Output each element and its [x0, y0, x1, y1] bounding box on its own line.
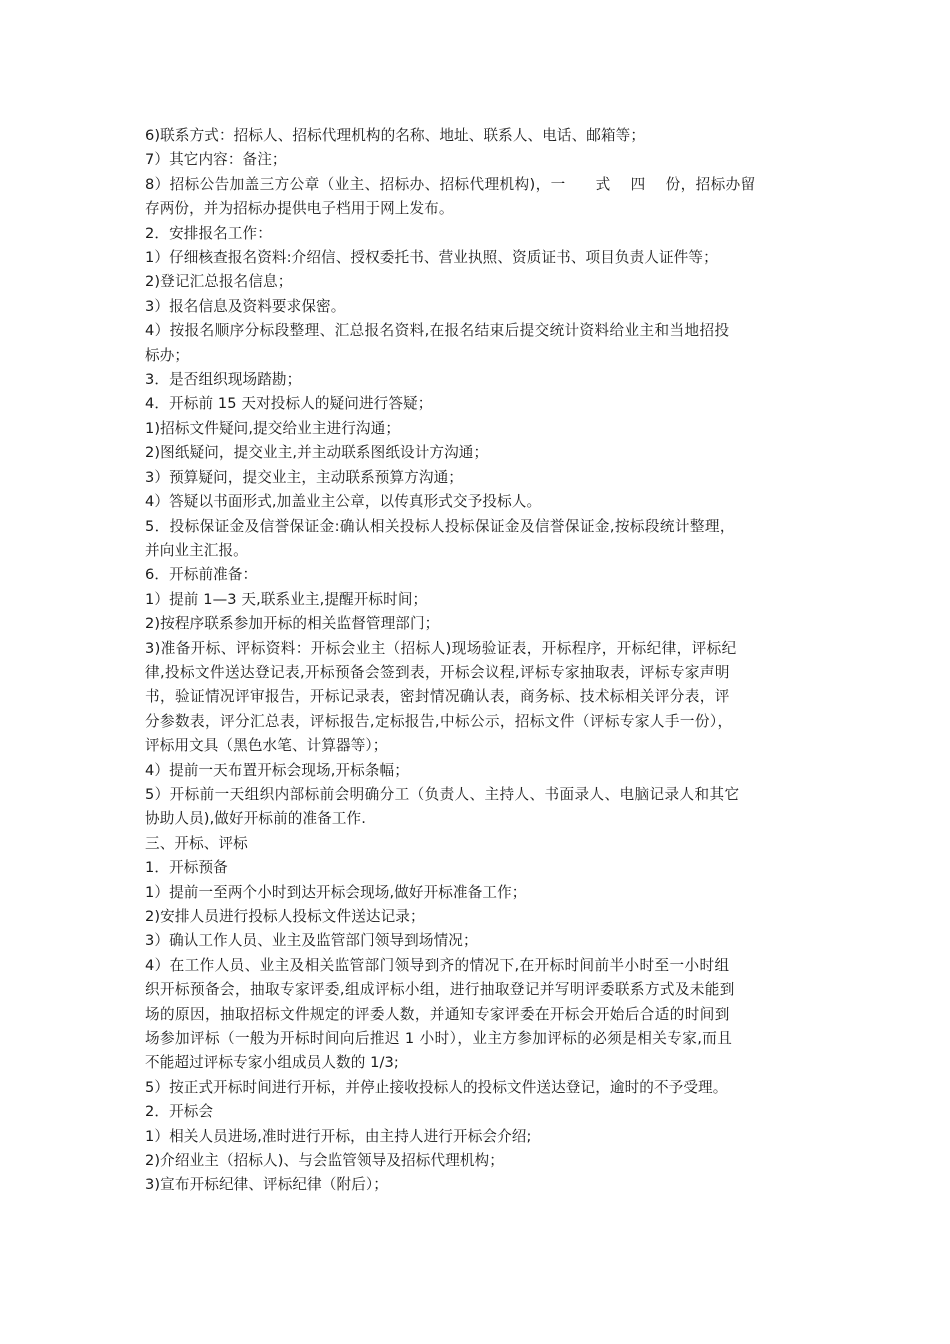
- text-line: 协助人员),做好开标前的准备工作.: [145, 810, 366, 828]
- text-line: 1）相关人员进场,准时进行开标，由主持人进行开标会介绍;: [145, 1127, 532, 1145]
- text-line: 场参加评标（一般为开标时间向后推迟 1 小时），业主方参加评标的必须是相关专家,而且: [145, 1030, 733, 1048]
- text-line: 3）预算疑问，提交业主，主动联系预算方沟通；: [145, 468, 463, 486]
- text-line: 2)图纸疑问，提交业主,并主动联系图纸设计方沟通；: [145, 444, 489, 462]
- text-line: 5）开标前一天组织内部标前会明确分工（负责人、主持人、书面录人、电脑记录人和其它: [145, 785, 740, 803]
- section-heading: 3．是否组织现场踏勘；: [145, 371, 302, 389]
- text-line: 5）按正式开标时间进行开标，并停止接收投标人的投标文件送达登记，逾时的不予受理。: [145, 1078, 728, 1096]
- text-line: 4）在工作人员、业主及相关监管部门领导到齐的情况下,在开标时间前半小时至一小时组: [145, 956, 730, 974]
- text-line: 4）按报名顺序分标段整理、汇总报名资料,在报名结束后提交统计资料给业主和当地招投: [145, 322, 730, 340]
- text-line: 7）其它内容：备注；: [145, 151, 287, 169]
- text-line: 3）报名信息及资料要求保密。: [145, 297, 346, 315]
- text-line: 1)招标文件疑问,提交给业主进行沟通；: [145, 419, 401, 437]
- section-heading: 5．投标保证金及信誉保证金:确认相关投标人投标保证金及信誉保证金,按标段统计整理，: [145, 517, 735, 535]
- text-line: 3)准备开标、评标资料：开标会业主（招标人)现场验证表，开标程序，开标纪律，评标纪: [145, 639, 737, 657]
- text-line: 2)按程序联系参加开标的相关监督管理部门；: [145, 615, 440, 633]
- text-line: 不能超过评标专家小组成员人数的 1/3;: [145, 1054, 399, 1072]
- text-line: 2)登记汇总报名信息；: [145, 273, 293, 291]
- text-line: 3)宣布开标纪律、评标纪律（附后）；: [145, 1176, 388, 1194]
- text-line: 并向业主汇报。: [145, 541, 248, 559]
- text-line: 书，验证情况评审报告，开标记录表，密封情况确认表，商务标、技术标相关评分表，评: [145, 688, 730, 706]
- text-line: 3）确认工作人员、业主及监管部门领导到场情况；: [145, 932, 478, 950]
- document-body: [145, 124, 810, 1198]
- section-heading: 1．开标预备: [145, 859, 228, 877]
- section-heading: 2．安排报名工作：: [145, 224, 272, 242]
- text-line: 律,投标文件送达登记表,开标预备会签到表，开标会议程,评标专家抽取表，评标专家声明: [145, 663, 730, 681]
- text-line: 1）仔细核查报名资料:介绍信、授权委托书、营业执照、资质证书、项目负责人证件等；: [145, 249, 718, 267]
- text-line: 场的原因，抽取招标文件规定的评委人数，并通知专家评委在开标会开始后合适的时间到: [145, 1005, 730, 1023]
- text-line: 1）提前 1—3 天,联系业主,提醒开标时间；: [145, 590, 428, 608]
- text-line: 2)安排人员进行投标人投标文件送达记录；: [145, 908, 425, 925]
- section-heading: 4．开标前 15 天对投标人的疑问进行答疑；: [145, 395, 433, 413]
- text-line: 评标用文具（黑色水笔、计算器等）；: [145, 737, 388, 755]
- section-heading: 2．开标会: [145, 1103, 214, 1121]
- text-line: 1）提前一至两个小时到达开标会现场,做好开标准备工作；: [145, 883, 527, 901]
- chapter-heading: 三、开标、评标: [145, 834, 248, 852]
- text-line: 标办；: [145, 346, 190, 364]
- text-line: 6)联系方式：招标人、招标代理机构的名称、地址、联系人、电话、邮箱等；: [145, 127, 646, 144]
- text-line: 8）招标公告加盖三方公章（业主、招标办、招标代理机构)，一 式 四 份，招标办留: [145, 175, 756, 193]
- text-line: 2)介绍业主（招标人)、与会监管领导及招标代理机构；: [145, 1152, 504, 1170]
- text-line: 分参数表，评分汇总表，评标报告,定标报告,中标公示，招标文件（评标专家人手一份），: [145, 712, 733, 730]
- text-line: 织开标预备会，抽取专家评委,组成评标小组，进行抽取登记并写明评委联系方式及未能到: [145, 981, 735, 999]
- section-heading: 6．开标前准备：: [145, 566, 258, 584]
- text-line: 存两份，并为招标办提供电子档用于网上发布。: [145, 200, 454, 218]
- text-line: 4）答疑以书面形式,加盖业主公章，以传真形式交予投标人。: [145, 493, 542, 511]
- text-line: 4）提前一天布置开标会现场,开标条幅；: [145, 761, 409, 779]
